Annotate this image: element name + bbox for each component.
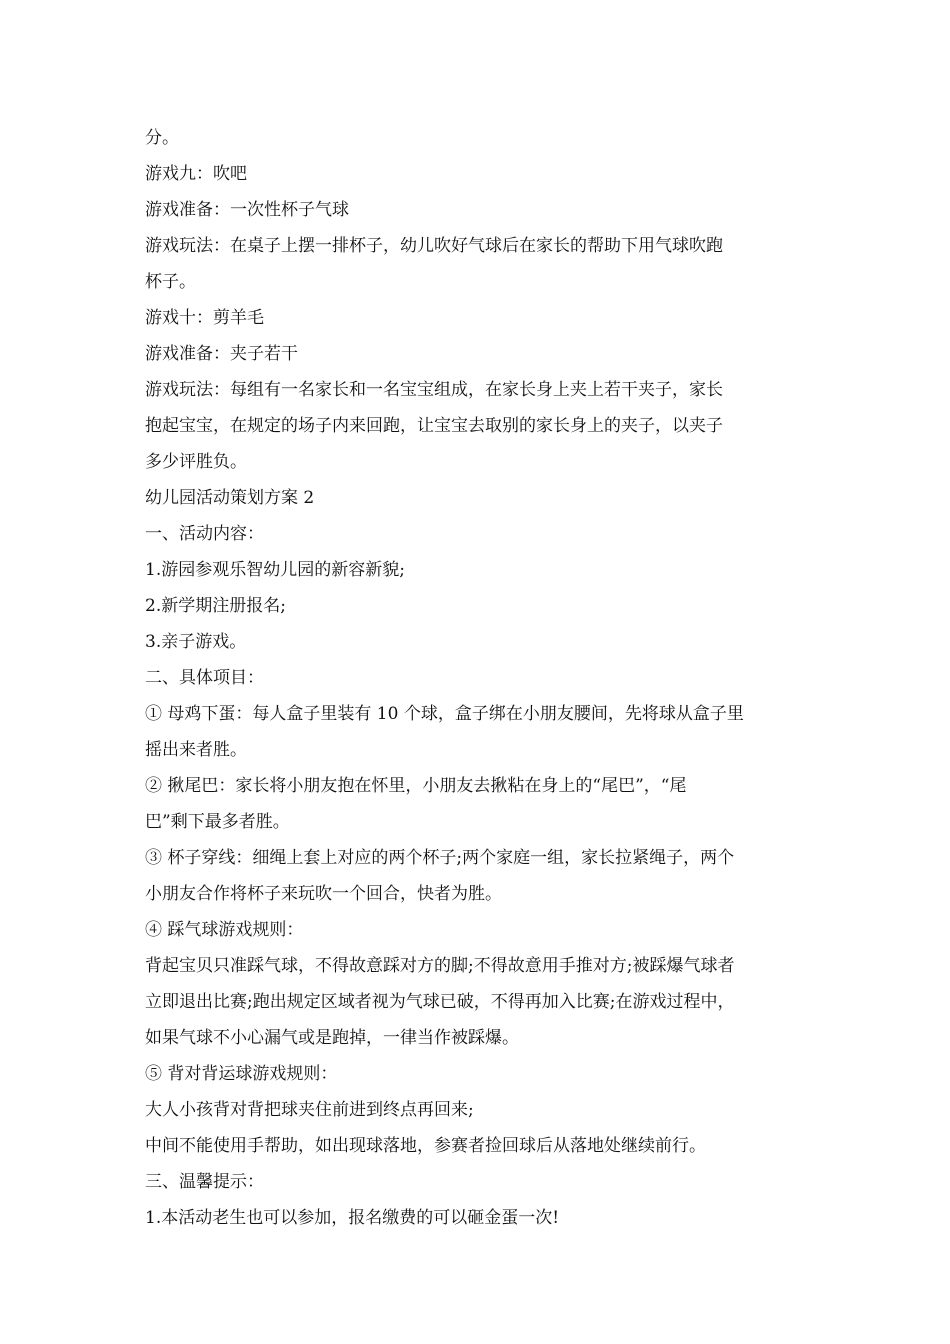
section-heading: 三、温馨提示： (145, 1172, 264, 1192)
text-line: 杯子。 (145, 272, 196, 292)
list-item: ③ 杯子穿线：细绳上套上对应的两个杯子;两个家庭一组，家长拉紧绳子，两个 (145, 848, 735, 868)
text-line: 游戏准备：夹子若干 (145, 344, 298, 364)
text-line: 中间不能使用手帮助，如出现球落地，参赛者捡回球后从落地处继续前行。 (145, 1136, 706, 1156)
text-line: 立即退出比赛;跑出规定区域者视为气球已破，不得再加入比赛;在游戏过程中， (145, 992, 735, 1012)
list-item: ⑤ 背对背运球游戏规则： (145, 1064, 338, 1084)
document-page (145, 120, 810, 1236)
list-item: ② 揪尾巴：家长将小朋友抱在怀里，小朋友去揪粘在身上的“尾巴”，“尾 (145, 776, 687, 796)
text-line: 背起宝贝只准踩气球，不得故意踩对方的脚;不得故意用手推对方;被踩爆气球者 (145, 956, 735, 976)
game-ten-heading: 游戏十：剪羊毛 (145, 308, 264, 328)
text-line: 分。 (145, 128, 179, 148)
plan-title: 幼儿园活动策划方案 2 (145, 488, 315, 508)
text-line: 游戏玩法：每组有一名家长和一名宝宝组成，在家长身上夹上若干夹子，家长 (145, 380, 723, 400)
text-line: 多少评胜负。 (145, 452, 247, 472)
list-item: ① 母鸡下蛋：每人盒子里装有 10 个球，盒子绑在小朋友腰间，先将球从盒子里 (145, 704, 744, 724)
list-item: 2.新学期注册报名; (145, 596, 286, 616)
section-heading: 二、具体项目： (145, 668, 264, 688)
text-line: 大人小孩背对背把球夹住前进到终点再回来; (145, 1100, 474, 1120)
list-item: ④ 踩气球游戏规则： (145, 920, 304, 940)
text-line: 抱起宝宝，在规定的场子内来回跑，让宝宝去取别的家长身上的夹子，以夹子 (145, 416, 723, 436)
text-line: 游戏准备：一次性杯子气球 (145, 200, 349, 220)
text-line: 摇出来者胜。 (145, 740, 247, 760)
list-item: 3.亲子游戏。 (145, 632, 247, 652)
text-line: 如果气球不小心漏气或是跑掉，一律当作被踩爆。 (145, 1028, 519, 1048)
text-line: 小朋友合作将杯子来玩吹一个回合，快者为胜。 (145, 884, 502, 904)
game-nine-heading: 游戏九：吹吧 (145, 164, 247, 184)
list-item: 1.游园参观乐智幼儿园的新容新貌; (145, 560, 405, 580)
list-item: 1.本活动老生也可以参加，报名缴费的可以砸金蛋一次! (145, 1208, 560, 1228)
text-line: 游戏玩法：在桌子上摆一排杯子，幼儿吹好气球后在家长的帮助下用气球吹跑 (145, 236, 723, 256)
text-line: 巴”剩下最多者胜。 (145, 812, 290, 832)
section-heading: 一、活动内容： (145, 524, 264, 544)
